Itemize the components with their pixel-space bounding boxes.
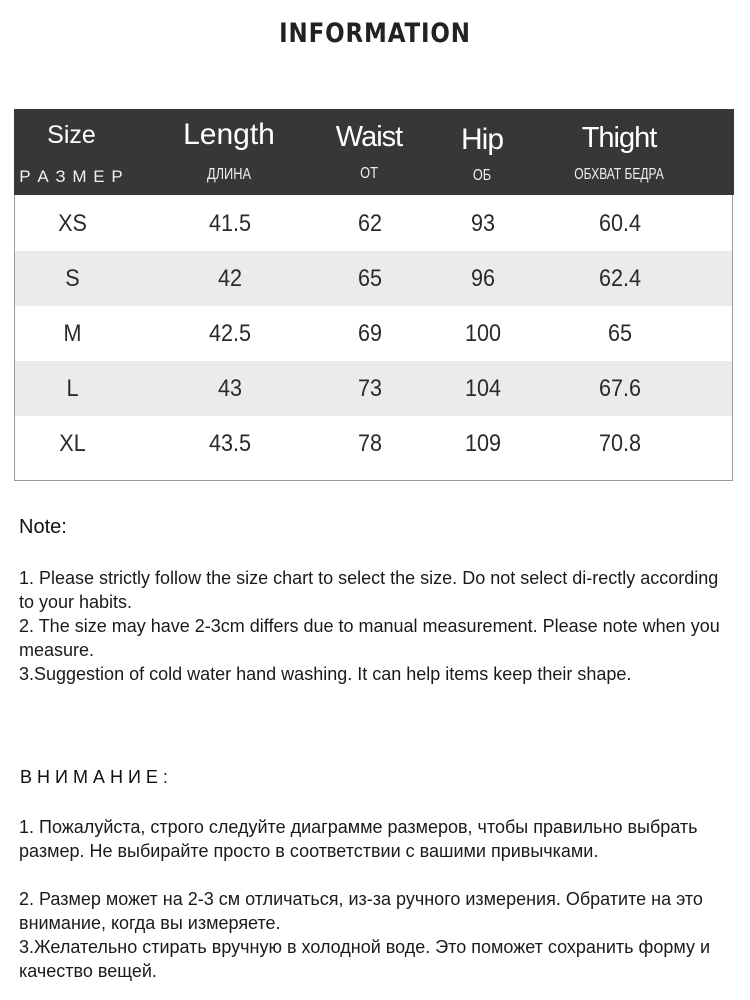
table-header [14, 109, 734, 195]
column-header-ru: ДЛИНА [206, 166, 252, 183]
column-header-ru: Р А З М Е Р [19, 167, 124, 186]
cell-length: 43.5 [208, 430, 252, 457]
column-header-thight [539, 109, 699, 195]
cell-length: 42.5 [208, 320, 252, 347]
cell-length: 41.5 [208, 210, 252, 237]
cell-hip: 109 [464, 430, 502, 457]
cell-thight: 70.8 [598, 430, 642, 457]
cell-length: 43 [217, 375, 243, 402]
column-header-waist [319, 109, 419, 195]
column-header-ru: ОТ [360, 165, 378, 182]
table-row [15, 416, 732, 471]
note-item-ru: 3.Желательно стирать вручную в холодной воде. Это поможет сохранить форму и качество вещей. [19, 937, 711, 981]
column-header-en: Hip [460, 123, 503, 156]
cell-length: 42 [217, 265, 243, 292]
column-header-size [14, 109, 129, 195]
cell-size: M [63, 320, 82, 347]
note-item-ru: 1. Пожалуйста, строго следуйте диаграмме размеров, чтобы правильно выбрать размер. Не выбирайте просто в соответствии с вашими привычками. [19, 817, 698, 861]
table-row [15, 361, 732, 416]
column-header-en: Size [47, 121, 96, 149]
cell-waist: 65 [357, 265, 383, 292]
column-header-en: Thight [581, 122, 657, 154]
cell-thight: 62.4 [598, 265, 642, 292]
note-heading: Note: [19, 516, 67, 538]
size-chart-table [14, 109, 733, 481]
cell-thight: 67.6 [598, 375, 642, 402]
cell-thight: 60.4 [598, 210, 642, 237]
cell-hip: 104 [464, 375, 502, 402]
note-item: 2. The size may have 2-3cm differs due to manual measurement. Please note when you measure. [19, 616, 720, 660]
column-header-en: Waist [335, 121, 403, 153]
table-row [15, 251, 732, 306]
cell-hip: 96 [470, 265, 496, 292]
cell-size: L [66, 375, 79, 402]
cell-hip: 93 [470, 210, 496, 237]
column-header-hip [442, 109, 522, 195]
cell-waist: 73 [357, 375, 383, 402]
page-title: INFORMATION [279, 18, 471, 49]
column-header-en: Length [183, 118, 275, 151]
table-row [15, 306, 732, 361]
note-item: 3.Suggestion of cold water hand washing. It can help items keep their shape. [19, 664, 632, 684]
column-header-length [154, 109, 304, 195]
cell-waist: 78 [357, 430, 383, 457]
cell-thight: 65 [607, 320, 633, 347]
table-row [15, 196, 732, 251]
cell-waist: 62 [357, 210, 383, 237]
note-item-ru: 2. Размер может на 2-3 см отличаться, из-за ручного измерения. Обратите на это внимание, когда вы измеряете. [19, 889, 703, 933]
cell-hip: 100 [464, 320, 502, 347]
column-header-ru: ОБХВАТ БЕДРА [574, 166, 664, 183]
note-heading-ru: ВНИМАНИЕ: [20, 767, 173, 787]
note-item: 1. Please strictly follow the size chart to select the size. Do not select di-rectly according to your habits. [19, 568, 719, 612]
cell-size: XS [58, 210, 87, 237]
cell-size: S [65, 265, 80, 292]
column-header-ru: ОБ [472, 167, 492, 184]
cell-size: XL [59, 430, 86, 457]
cell-waist: 69 [357, 320, 383, 347]
